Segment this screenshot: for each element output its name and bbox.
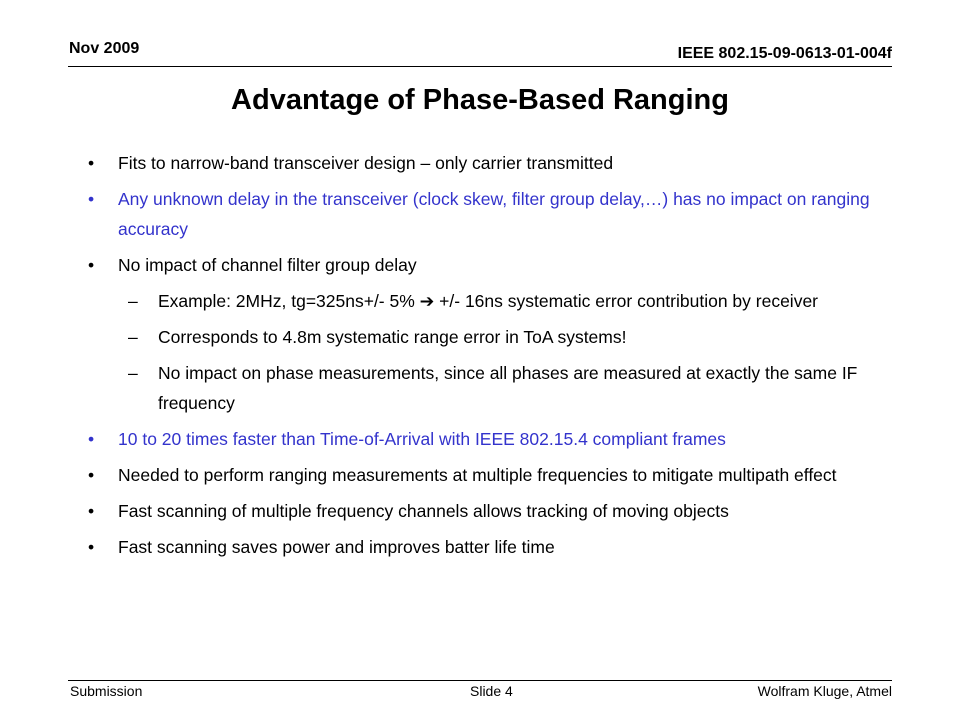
bullet-text: Example: 2MHz, tg=325ns+/- 5% ➔ +/- 16ns systematic error contribution by receiver	[158, 291, 819, 311]
sub-bullet-item	[88, 322, 888, 352]
bullet-text: Fast scanning saves power and improves batter life time	[118, 537, 555, 557]
bullet-marker: •	[88, 429, 95, 449]
bullet-text: Any unknown delay in the transceiver (clock skew, filter group delay,…) has no impact on ranging accuracy	[118, 189, 870, 239]
header-date: Nov 2009	[69, 40, 140, 57]
bullet-text: Needed to perform ranging measurements at multiple frequencies to mitigate multipath effect	[118, 465, 837, 485]
bullet-item	[88, 148, 888, 178]
bullet-marker: •	[88, 153, 95, 173]
header-document-id: IEEE 802.15-09-0613-01-004f	[677, 45, 892, 62]
dash-marker: –	[128, 363, 138, 383]
footer-divider	[68, 680, 892, 681]
footer-author: Wolfram Kluge, Atmel	[757, 683, 892, 699]
header-divider	[68, 66, 892, 67]
bullet-item	[88, 250, 888, 280]
sub-bullet-item	[88, 358, 888, 418]
bullet-text: Fits to narrow-band transceiver design – only carrier transmitted	[118, 153, 614, 173]
bullet-text: No impact on phase measurements, since all phases are measured at exactly the same IF frequency	[158, 363, 858, 413]
bullet-marker: •	[88, 501, 95, 521]
slide-title: Advantage of Phase-Based Ranging	[231, 84, 729, 116]
bullet-item	[88, 532, 888, 562]
sub-bullet-item	[88, 286, 888, 316]
bullet-item	[88, 424, 888, 454]
bullet-text: Corresponds to 4.8m systematic range error in ToA systems!	[158, 327, 627, 347]
bullet-marker: •	[88, 189, 95, 209]
bullet-list	[88, 148, 888, 568]
bullet-item	[88, 496, 888, 526]
bullet-marker: •	[88, 465, 95, 485]
dash-marker: –	[128, 291, 138, 311]
bullet-item	[88, 460, 888, 490]
bullet-text: 10 to 20 times faster than Time-of-Arrival with IEEE 802.15.4 compliant frames	[118, 429, 726, 449]
bullet-marker: •	[88, 255, 95, 275]
footer-submission: Submission	[70, 683, 143, 699]
dash-marker: –	[128, 327, 138, 347]
bullet-item	[88, 184, 888, 244]
bullet-text: Fast scanning of multiple frequency channels allows tracking of moving objects	[118, 501, 729, 521]
bullet-marker: •	[88, 537, 95, 557]
footer-slide-number: Slide 4	[470, 683, 513, 699]
bullet-text: No impact of channel filter group delay	[118, 255, 417, 275]
